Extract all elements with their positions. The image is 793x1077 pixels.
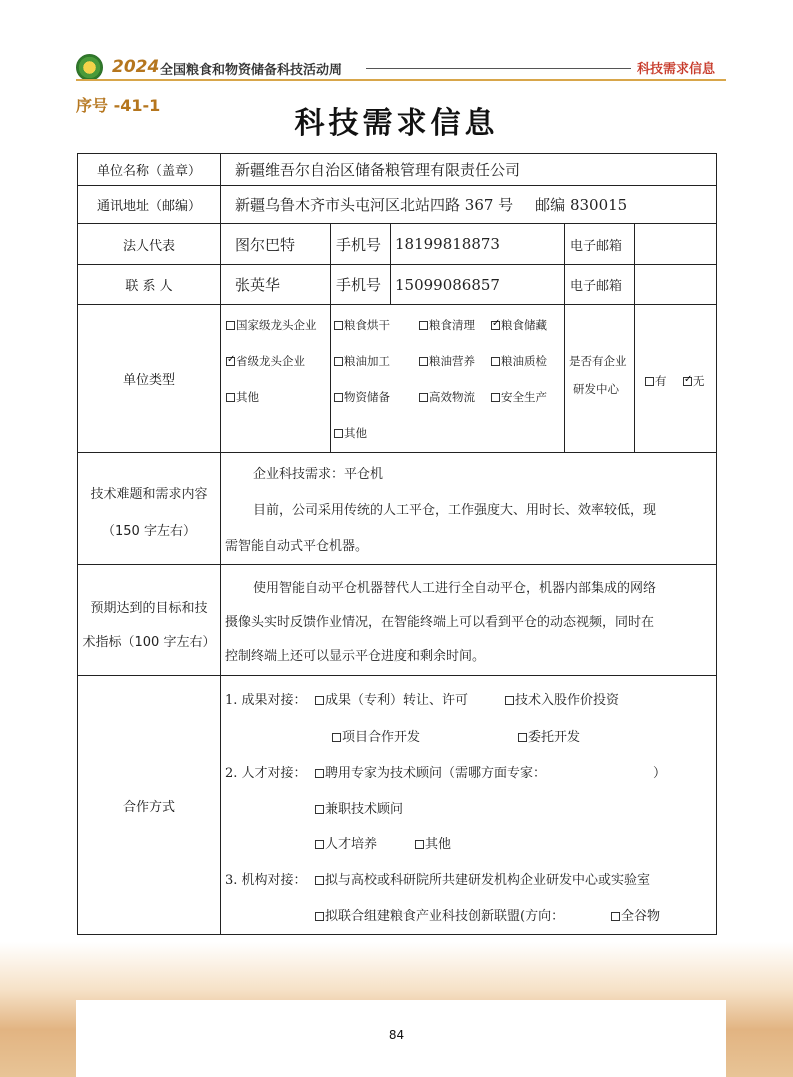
coop-expert-advisor[interactable]: 聘用专家为技术顾问（需哪方面专家： [315, 762, 546, 781]
checkbox-icon [419, 321, 428, 330]
coop-talent-other[interactable]: 其他 [415, 833, 451, 852]
checkbox-checked-icon [683, 377, 692, 386]
coop-patent-transfer[interactable]: 成果（专利）转让、许可 [315, 689, 468, 708]
coop-whole-grain[interactable]: 全谷物 [611, 905, 660, 924]
contact-name: 张英华 [220, 264, 331, 305]
checkbox-icon [315, 912, 324, 921]
page-title: 科技需求信息 [294, 106, 499, 141]
header-title: 全国粮食和物资储备科技活动周 [160, 63, 343, 78]
rd-center-answer [634, 304, 717, 453]
targets-line1: 使用智能自动平仓机器替代人工进行全自动平仓，机器内部集成的网络 [253, 581, 657, 596]
coop-expert-close: ） [653, 766, 667, 781]
coop-innovation-alliance[interactable]: 拟联合组建粮食产业科技创新联盟(方向： [315, 905, 564, 924]
coop-commissioned-dev[interactable]: 委托开发 [518, 726, 580, 745]
checkbox-icon [315, 876, 324, 885]
header-divider [366, 68, 631, 69]
type-grain-cleaning[interactable]: 粮食清理 [419, 317, 475, 333]
address-label: 通讯地址（邮编） [77, 185, 221, 224]
address-value [220, 185, 717, 224]
event-logo-icon [76, 54, 103, 81]
contact-phone-label: 手机号 [330, 264, 391, 305]
contact-phone-value: 15099086857 [390, 264, 565, 305]
rd-yes-option[interactable]: 有 [645, 373, 667, 389]
tech-needs-line2: 目前，公司采用传统的人工平仓，工作强度大、用时长、效率较低，现 [253, 503, 657, 518]
postcode-text: 邮编 830015 [535, 196, 628, 214]
checkbox-icon [419, 393, 428, 402]
checkbox-icon [491, 357, 500, 366]
coop-talent-training[interactable]: 人才培养 [315, 833, 377, 852]
contact-email-label: 电子邮箱 [564, 264, 635, 305]
tech-needs-line1: 企业科技需求：平仓机 [253, 467, 384, 482]
checkbox-icon [415, 840, 424, 849]
targets-line3: 控制终端上还可以显示平仓进度和剩余时间。 [225, 649, 486, 664]
type-other-level[interactable]: 其他 [226, 389, 259, 405]
legal-email-label: 电子邮箱 [564, 223, 635, 265]
checkbox-icon [315, 840, 324, 849]
checkbox-checked-icon [491, 321, 500, 330]
type-grain-drying[interactable]: 粮食烘干 [334, 317, 390, 333]
coop-joint-rd-center[interactable]: 拟与高校或科研院所共建研发机构企业研发中心或实验室 [315, 869, 650, 888]
coop-institution-prefix: 3. 机构对接： [225, 873, 307, 888]
targets-label [77, 564, 221, 676]
type-national-leader[interactable]: 国家级龙头企业 [226, 317, 317, 333]
cooperation-label: 合作方式 [77, 675, 221, 935]
rd-center-question [564, 304, 635, 453]
checkbox-icon [611, 912, 620, 921]
address-text: 新疆乌鲁木齐市头屯河区北站四路 367 号 [235, 196, 514, 214]
type-safety[interactable]: 安全生产 [491, 389, 547, 405]
checkbox-icon [315, 769, 324, 778]
page-header [76, 52, 726, 84]
cooperation-content [220, 675, 717, 935]
type-oil-processing[interactable]: 粮油加工 [334, 353, 390, 369]
demand-form [77, 153, 717, 935]
coop-tech-equity[interactable]: 技术入股作价投资 [505, 689, 619, 708]
targets-line2: 摄像头实时反馈作业情况，在智能终端上可以看到平仓的动态视频，同时在 [225, 615, 655, 630]
type-logistics[interactable]: 高效物流 [419, 389, 475, 405]
checkbox-icon [518, 733, 527, 742]
checkbox-icon [332, 733, 341, 742]
checkbox-icon [419, 357, 428, 366]
checkbox-icon [334, 429, 343, 438]
coop-talent-prefix: 2. 人才对接： [225, 766, 307, 781]
legal-phone-label: 手机号 [330, 223, 391, 265]
page-number: 84 [388, 1028, 405, 1042]
type-oil-inspection[interactable]: 粮油质检 [491, 353, 547, 369]
rd-question-line2: 研发中心 [573, 382, 619, 396]
sequence-number: 序号 -41-1 [76, 96, 161, 115]
legal-rep-name: 图尔巴特 [220, 223, 331, 265]
unit-name-label: 单位名称（盖章） [77, 153, 221, 186]
type-material-reserve[interactable]: 物资储备 [334, 389, 390, 405]
checkbox-icon [226, 321, 235, 330]
type-other-business[interactable]: 其他 [334, 425, 367, 441]
checkbox-icon [315, 805, 324, 814]
tech-needs-content [220, 452, 717, 565]
targets-label-line2: 术指标（100 字左右） [82, 635, 216, 650]
targets-content [220, 564, 717, 676]
coop-results-prefix: 1. 成果对接： [225, 693, 307, 708]
header-underline [76, 79, 726, 81]
targets-label-line1: 预期达到的目标和技 [90, 601, 208, 616]
checkbox-checked-icon [226, 357, 235, 366]
contact-label: 联 系 人 [77, 264, 221, 305]
tech-needs-label-line1: 技术难题和需求内容 [90, 487, 208, 502]
legal-phone-value: 18199818873 [390, 223, 565, 265]
tech-needs-label [77, 452, 221, 565]
coop-part-time-advisor[interactable]: 兼职技术顾问 [315, 798, 403, 817]
checkbox-icon [315, 696, 324, 705]
checkbox-icon [226, 393, 235, 402]
legal-email-value [634, 223, 717, 265]
legal-rep-label: 法人代表 [77, 223, 221, 265]
contact-email-value [634, 264, 717, 305]
unit-name-value: 新疆维吾尔自治区储备粮管理有限责任公司 [220, 153, 717, 186]
header-section: 科技需求信息 [637, 62, 716, 77]
unit-type-label: 单位类型 [77, 304, 221, 453]
tech-needs-line3: 需智能自动式平仓机器。 [225, 539, 369, 554]
rd-question-line1: 是否有企业 [569, 354, 627, 368]
tech-needs-label-line2: （150 字左右） [102, 524, 196, 539]
checkbox-icon [334, 393, 343, 402]
coop-joint-development[interactable]: 项目合作开发 [332, 726, 420, 745]
checkbox-icon [645, 377, 654, 386]
type-oil-nutrition[interactable]: 粮油营养 [419, 353, 475, 369]
checkbox-icon [334, 357, 343, 366]
rd-no-option[interactable]: ✓ 无 [683, 373, 705, 389]
checkbox-icon [491, 393, 500, 402]
unit-type-level [220, 304, 331, 453]
type-grain-storage[interactable]: ✓ 粮食储藏 [491, 317, 547, 333]
checkbox-icon [505, 696, 514, 705]
type-provincial-leader[interactable]: ✓省级龙头企业 [226, 353, 305, 369]
checkbox-icon [334, 321, 343, 330]
header-year: 2024 [112, 57, 160, 77]
